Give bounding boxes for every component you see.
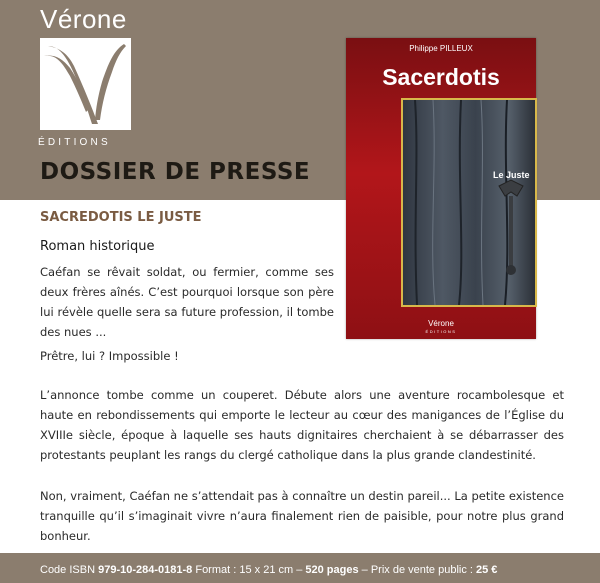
paragraph-4: Non, vraiment, Caéfan ne s’attendait pas à connaître un destin pareil... La petite existence tranquille qu’il s’imaginait vivre n’aura finalement rien de paisible, pour notre plus grand bonheur.: [40, 489, 564, 543]
door-image-icon: [403, 100, 535, 305]
isbn-label: Code ISBN: [40, 564, 96, 576]
price-value: 25 €: [476, 564, 498, 576]
brand-sub: ÉDITIONS: [38, 137, 111, 148]
cover-publisher-name: Vérone: [428, 319, 454, 328]
isbn-value: 979-10-284-0181-8: [98, 564, 193, 576]
book-cover: [346, 38, 536, 339]
cover-title: Sacerdotis: [382, 64, 500, 90]
footer-info: [40, 564, 580, 576]
genre-label: Roman historique: [40, 239, 155, 254]
brand-name: Vérone: [40, 4, 127, 34]
paragraph-1: Caéfan se rêvait soldat, ou fermier, comme ses deux frères aînés. C’est pourquoi lorsque son père lui révèle quelle sera sa future profession, il tombe des nues ...: [40, 265, 334, 339]
footer-band: [0, 553, 600, 583]
book-title-line: SACREDOTIS LE JUSTE: [40, 210, 202, 225]
paragraph-3: L’annonce tombe comme un couperet. Débute alors une aventure rocambolesque et haute en rebondissements qui emporte le lecteur au cœur des manigances de l’Église du XVIIIe siècle, époque à laquelle ses hauts dignitaires cherchaient à se débarrasser des protestants peuplant les rangs du clergé catholique dans la plus grande clandestinité.: [40, 388, 564, 462]
page-title: DOSSIER DE PRESSE: [40, 159, 311, 185]
cover-subtitle: Le Juste: [493, 170, 530, 180]
format-label: Format : 15 x 21 cm –: [195, 564, 303, 576]
price-label: – Prix de vente public :: [361, 564, 473, 576]
pages-value: 520 pages: [305, 564, 359, 576]
cover-publisher: [346, 320, 536, 336]
paragraph-2: Prêtre, lui ? Impossible !: [40, 349, 179, 363]
cover-author: Philippe PILLEUX: [409, 44, 473, 53]
vv-monogram-icon: [40, 38, 131, 130]
cover-publisher-sub: ÉDITIONS: [425, 329, 457, 334]
cover-door-image: [401, 98, 537, 307]
brand-logo-icon: [40, 38, 131, 130]
